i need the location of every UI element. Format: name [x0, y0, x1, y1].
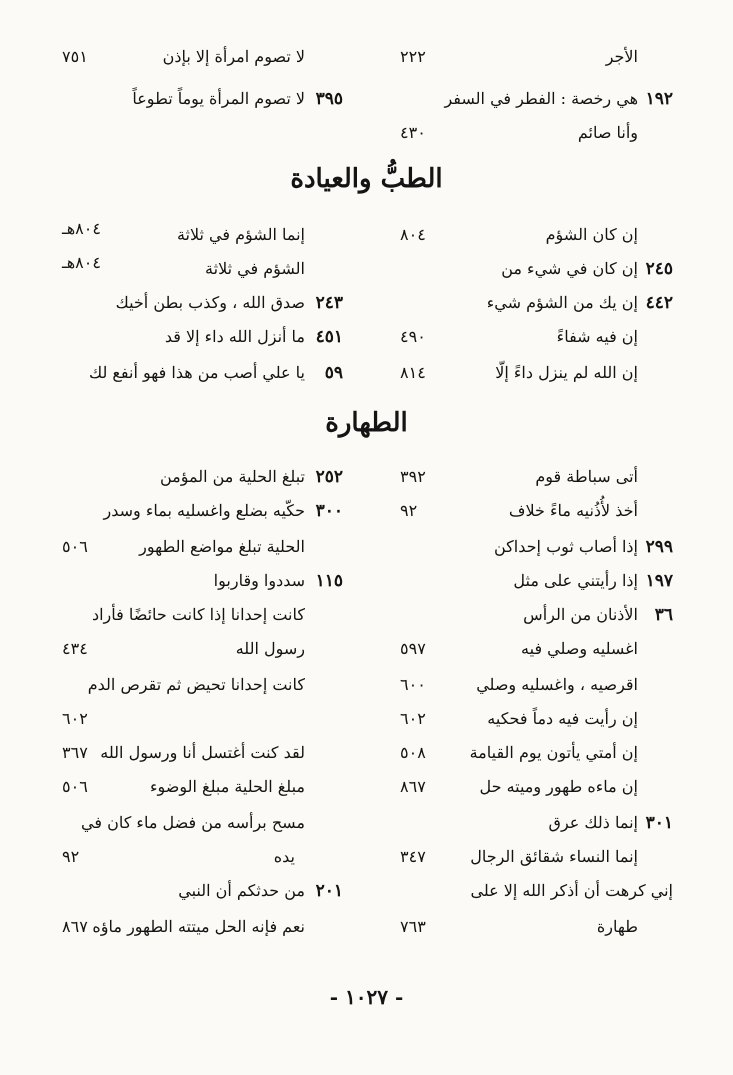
right-entry-page: ٣٤٧ [400, 847, 426, 866]
left-entry-text: مبلغ الحلية مبلغ الوضوء [150, 777, 305, 796]
left-entry-text: يا علي أصب من هذا فهو أنفع لك [88, 363, 305, 382]
right-entry-text: طهارة [596, 917, 638, 936]
right-entry-text: إن أمتي يأتون يوم القيامة [469, 743, 638, 762]
left-entry-number: ٤٥١ [315, 327, 343, 347]
index-row [0, 40, 733, 74]
left-entry-page: ٨٠٤هـ [62, 253, 101, 272]
right-entry-text: إن كان الشؤم [545, 225, 638, 244]
left-entry-text: الحلية تبلغ مواضع الطهور [139, 537, 305, 556]
index-row [0, 840, 733, 874]
right-entry-text: إن كان في شيء من [501, 259, 638, 278]
right-entry-text: أتى سباطة قوم [535, 467, 638, 486]
right-entry-text: إذا رأيتني على مثل [513, 571, 638, 590]
left-entry-text: تبلغ الحلية من المؤمن [159, 467, 305, 486]
right-entry-page: ٩٢ [400, 501, 418, 520]
left-entry-page: ٩٢ [62, 847, 80, 866]
left-entry-text: مسح برأسه من فضل ماء كان في [81, 813, 305, 832]
right-entry-page: ٤٩٠ [400, 327, 426, 346]
left-entry-text: حكّيه بضلع واغسليه بماء وسدر [103, 501, 305, 520]
right-entry-page: ٣٩٢ [400, 467, 426, 486]
right-entry-number: ١٩٧ [645, 571, 673, 591]
right-entry-page: ٢٢٢ [400, 47, 426, 66]
right-entry-page: ٧٦٣ [400, 917, 426, 936]
right-entry-number: ١٩٢ [645, 89, 673, 109]
left-entry-text: من حدثكم أن النبي [178, 881, 305, 900]
section-heading: الطهارة [325, 408, 408, 438]
left-entry-text: لقد كنت أغتسل أنا ورسول الله [100, 743, 305, 762]
right-entry-text: إذا أصاب ثوب إحداكن [494, 537, 638, 556]
left-entry-text: كانت إحدانا إذا كانت حائضًا فأراد [91, 605, 305, 624]
right-entry-page: ٨٠٤ [400, 225, 426, 244]
left-entry-page: ٥٠٦ [62, 777, 88, 796]
index-row [0, 736, 733, 770]
right-entry-page: ٨١٤ [400, 363, 426, 382]
right-entry-text: إنما النساء شقائق الرجال [470, 847, 638, 866]
index-row [0, 910, 733, 944]
right-entry-number: ٣٠١ [645, 813, 673, 833]
index-row [0, 460, 733, 494]
index-row [0, 116, 733, 150]
left-entry-number: ٢٤٣ [315, 293, 343, 313]
index-row [0, 564, 733, 598]
left-entry-page: ٥٠٦ [62, 537, 88, 556]
left-entry-text: لا تصوم المرأة يوماً تطوعاً [132, 89, 305, 108]
right-entry-text: إن الله لم ينزل داءً إلّا [495, 363, 638, 382]
index-row [0, 806, 733, 840]
left-entry-text: إنما الشؤم في ثلاثة [176, 225, 305, 244]
right-entry-page: ٦٠٢ [400, 709, 426, 728]
right-entry-text: إن فيه شفاءً [556, 327, 638, 346]
right-entry-text: الأجر [605, 47, 638, 66]
left-entry-page: ٧٥١ [62, 47, 88, 66]
index-row [0, 770, 733, 804]
right-entry-number: ٢٩٩ [645, 537, 673, 557]
index-row [0, 320, 733, 354]
left-entry-page: ٨٦٧ [62, 917, 88, 936]
right-entry-number: ٣٦ [654, 605, 673, 625]
right-entry-text: اغسليه وصلي فيه [521, 639, 638, 658]
index-row [0, 874, 733, 908]
index-row [0, 668, 733, 702]
left-entry-page: ٨٠٤هـ [62, 219, 101, 238]
left-entry-number: ٥٩ [324, 363, 343, 383]
left-entry-text: يده [273, 847, 295, 866]
left-entry-page: ٤٣٤ [62, 639, 88, 658]
right-entry-page: ٤٣٠ [400, 123, 426, 142]
right-entry-text: الأذنان من الرأس [523, 605, 638, 624]
left-entry-number: ٣٠٠ [315, 501, 343, 521]
right-entry-text: إني كرهت أن أذكر الله إلا على [470, 881, 673, 900]
right-entry-number: ٤٤٢ [645, 293, 673, 313]
index-row [0, 702, 733, 736]
right-entry-text: اقرصيه ، واغسليه وصلي [476, 675, 638, 694]
index-row [0, 598, 733, 632]
left-entry-text: لا تصوم امرأة إلا بإذن [162, 47, 305, 66]
index-row [0, 252, 733, 286]
left-entry-text: صدق الله ، وكذب بطن أخيك [115, 293, 305, 312]
left-entry-number: ١١٥ [315, 571, 343, 591]
right-entry-number: ٢٤٥ [645, 259, 673, 279]
index-row [0, 632, 733, 666]
right-entry-text: أخذ لأُذُنيه ماءً خلاف [508, 501, 638, 520]
right-entry-text: إنما ذلك عرق [548, 813, 638, 832]
right-entry-text: إن ماءه طهور وميته حل [479, 777, 638, 796]
left-entry-number: ٢٠١ [315, 881, 343, 901]
index-row [0, 356, 733, 390]
index-row [0, 286, 733, 320]
left-entry-text: الشؤم في ثلاثة [205, 259, 305, 278]
left-entry-text: كانت إحدانا تحيض ثم تقرص الدم [87, 675, 305, 694]
left-entry-number: ٣٩٥ [315, 89, 343, 109]
page-number: - ١٠٢٧ - [329, 985, 404, 1009]
section-heading: الطبُّ والعيادة [290, 164, 443, 194]
left-entry-text: نعم فإنه الحل ميتته الطهور ماؤه [92, 917, 305, 936]
right-entry-text: إن رأيت فيه دماً فحكيه [487, 709, 638, 728]
right-entry-text: هي رخصة : الفطر في السفر [444, 89, 638, 108]
left-entry-text: ما أنزل الله داء إلا قد [164, 327, 305, 346]
left-entry-page: ٣٦٧ [62, 743, 88, 762]
right-entry-page: ٨٦٧ [400, 777, 426, 796]
index-row [0, 494, 733, 528]
right-entry-page: ٦٠٠ [400, 675, 426, 694]
right-entry-page: ٥٩٧ [400, 639, 426, 658]
index-row [0, 530, 733, 564]
right-entry-text: وأنا صائم [577, 123, 638, 142]
left-entry-number: ٢٥٢ [315, 467, 343, 487]
right-entry-page: ٥٠٨ [400, 743, 426, 762]
index-row [0, 82, 733, 116]
left-entry-page: ٦٠٢ [62, 709, 88, 728]
left-entry-text: رسول الله [235, 639, 305, 658]
left-entry-text: سددوا وقاربوا [213, 571, 305, 590]
right-entry-text: إن يك من الشؤم شيء [486, 293, 638, 312]
